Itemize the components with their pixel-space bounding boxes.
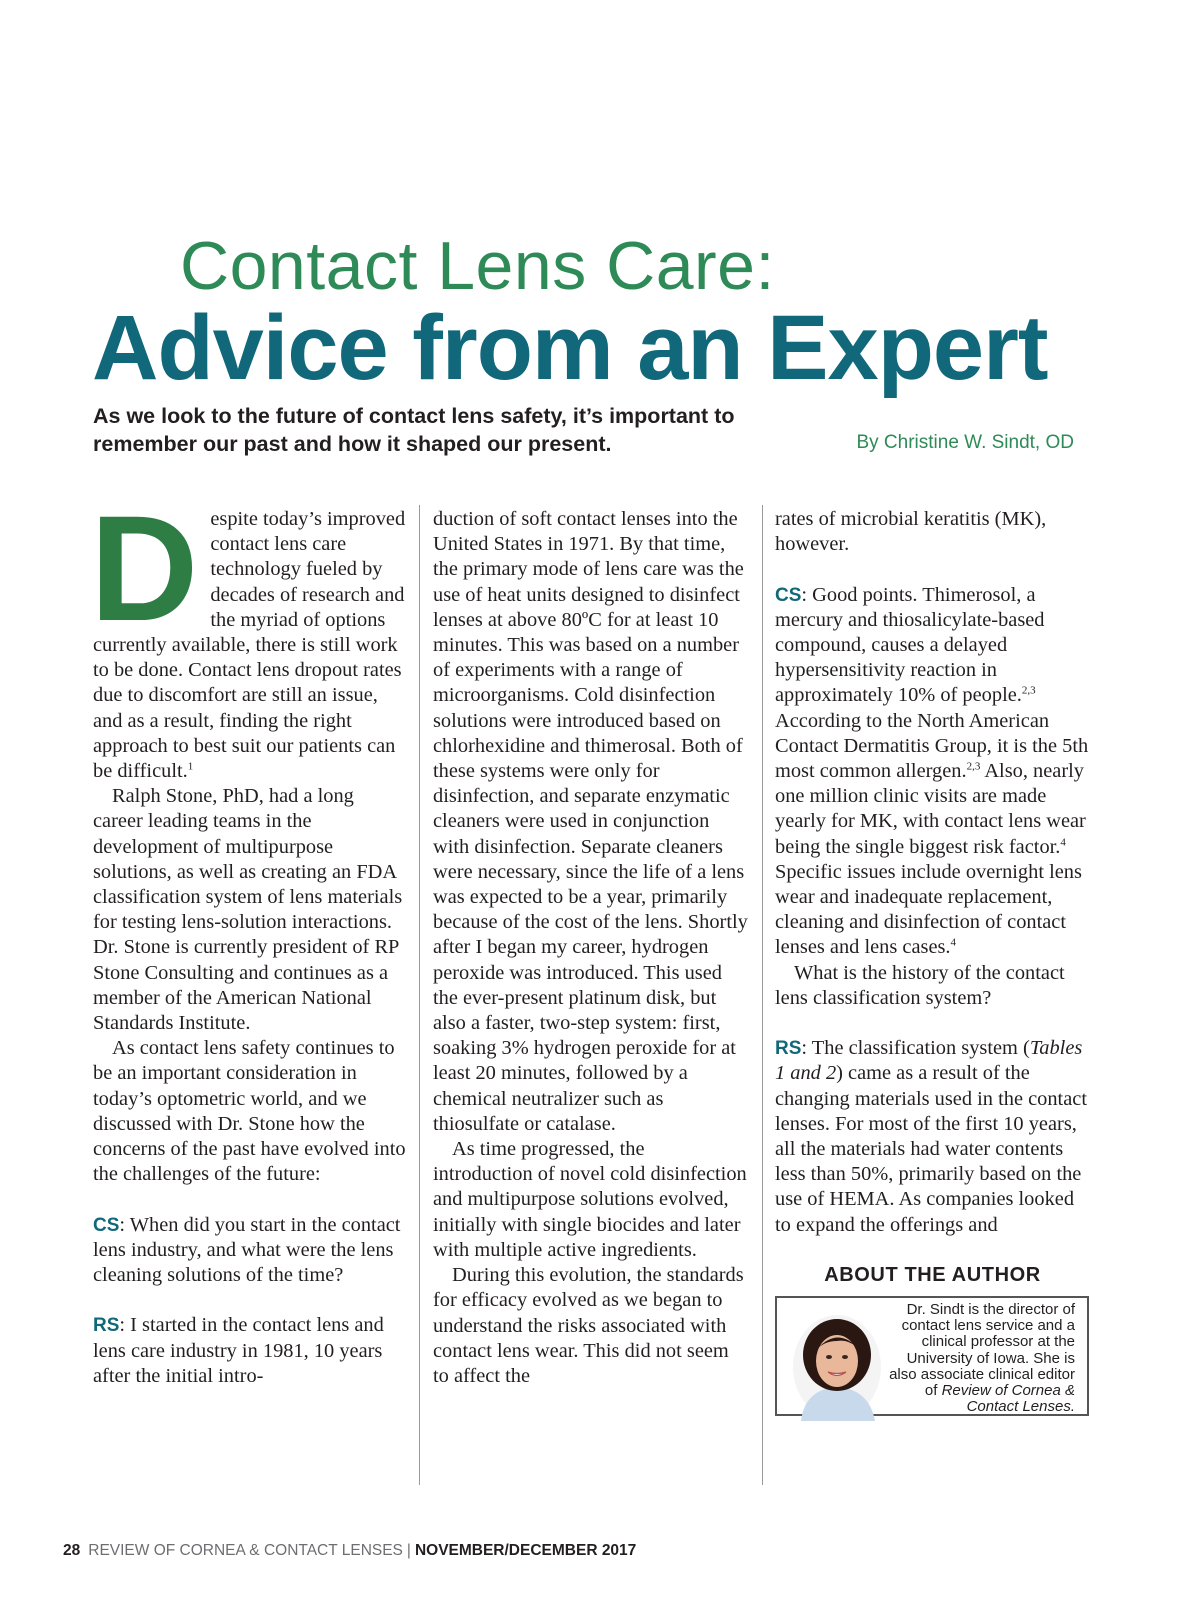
drop-cap: D bbox=[90, 484, 199, 652]
speaker-label: CS bbox=[775, 584, 802, 606]
about-author-box bbox=[775, 1296, 1089, 1416]
answer-text: : I started in the contact lens and lens care industry in 1981, 10 years after the initial intro- bbox=[93, 1314, 384, 1387]
paragraph-text: According to the North American Contact Dermatitis Group, it is the 5th most common allergen. bbox=[775, 709, 1089, 783]
paragraph-text: Specific issues include overnight lens wear and inadequate replacement, cleaning and disinfection of contact lenses and lens cases. bbox=[775, 860, 1082, 959]
paragraph: Ralph Stone, PhD, had a long career leading teams in the development of multipurpose solutions, as well as creating an FDA classification system of lens materials for testing lens-solution interactions. Dr. Stone is currently president of RP Stone Consulting and continues as a member of the American National Standards Institute. bbox=[93, 785, 403, 1035]
issue-date: NOVEMBER/DECEMBER 2017 bbox=[414, 1542, 637, 1559]
article-column-3 bbox=[775, 507, 1090, 1416]
reference-marker: 4 bbox=[950, 936, 957, 949]
table-reference: Tables 1 and 2 bbox=[775, 1037, 1083, 1085]
answer-paragraph bbox=[775, 1036, 1090, 1238]
paragraph-text: espite today’s improved contact lens care technology fueled by decades of research and the myriad of options currently available, there is still work to be done. Contact lens dropout rates due to discomfort are still an issue, and as a result, finding the right approach to best suit our patients can be difficult. bbox=[93, 508, 406, 783]
question-text: What is the history of the contact lens classification system? bbox=[775, 961, 1065, 1009]
speaker-label: CS bbox=[93, 1214, 120, 1236]
page-number: 28 bbox=[63, 1542, 81, 1559]
article-kicker: Contact Lens Care: bbox=[180, 228, 775, 304]
paragraph-text: : The classification system ( bbox=[801, 1037, 1030, 1060]
footer-separator: | bbox=[406, 1542, 411, 1559]
question-paragraph bbox=[775, 583, 1090, 961]
paragraph-text: ) came as a result of the changing materials used in the contact lenses. For most of the first 10 years, all the materials had water contents less than 50%, primarily based on the use of HEMA. As companies looked to expand the offerings and bbox=[775, 1062, 1087, 1236]
publication-title: REVIEW OF CORNEA & CONTACT LENSES bbox=[88, 1542, 403, 1559]
article-column-1 bbox=[90, 484, 406, 1389]
article-byline: By Christine W. Sindt, OD bbox=[856, 432, 1074, 453]
about-author-heading: ABOUT THE AUTHOR bbox=[824, 1263, 1041, 1286]
about-author-text bbox=[879, 1302, 1075, 1415]
question-text: : When did you start in the contact lens industry, and what were the lens cleaning solutions of the time? bbox=[93, 1213, 401, 1287]
paragraph: rates of microbial keratitis (MK), however. bbox=[775, 508, 1047, 556]
paragraph-text: Also, nearly one million clinic visits are made yearly for MK, with contact lens wear being the single biggest risk factor. bbox=[775, 760, 1086, 858]
reference-marker: 2,3 bbox=[1021, 684, 1036, 697]
about-author-bio: Dr. Sindt is the director of contact lens service and a clinical professor at the University of Iowa. She is also associate clinical editor of bbox=[889, 1301, 1075, 1400]
reference-marker: 1 bbox=[187, 760, 194, 773]
page-footer bbox=[63, 1541, 636, 1561]
article-headline: Advice from an Expert bbox=[92, 297, 1048, 399]
intro-paragraph bbox=[90, 484, 406, 784]
column-divider bbox=[762, 505, 763, 1485]
article-column-2 bbox=[433, 507, 748, 1389]
reference-marker: 2,3 bbox=[966, 760, 981, 773]
speaker-label: RS bbox=[775, 1038, 802, 1060]
paragraph: duction of soft contact lenses into the United States in 1971. By that time, the primary mode of lens care was the use of heat units designed to disinfect lenses at above 80ºC for at least 10 minutes. This was based on a number of experiments with a range of microorganisms. Cold disinfection solutions were introduced based on chlorhexidine and thimerosal. Both of these systems were only for disinfection, and separate enzymatic cleaners were used in conjunction with disinfection. Separate cleaners were necessary, since the life of a lens was expected to be a year, primarily because of the cost of the lens. Shortly after I began my career, hydrogen peroxide was introduced. This used the ever-present platinum disk, but also a faster, two-step system: first, soaking 3% hydrogen peroxide for at least 20 minutes, followed by a chemical neutralizer such as thiosulfate or catalase. bbox=[433, 508, 748, 1135]
reference-marker: 4 bbox=[1060, 835, 1066, 848]
question-paragraph bbox=[93, 1213, 406, 1289]
paragraph-text: : Good points. Thimerosol, a mercury and thiosalicylate-based compound, causes a delayed hypersensitivity reaction in approximately 10% of people. bbox=[775, 583, 1045, 707]
column-divider bbox=[419, 505, 420, 1485]
paragraph: During this evolution, the standards for efficacy evolved as we began to understand the risks associated with contact lens wear. This did not seem to affect the bbox=[433, 1264, 744, 1387]
paragraph: As time progressed, the introduction of novel cold disinfection and multipurpose solutions evolved, initially with single biocides and later with multiple active ingredients. bbox=[433, 1138, 747, 1261]
publication-name: Review of Cornea & Contact Lenses. bbox=[941, 1382, 1075, 1416]
article-deck: As we look to the future of contact lens safety, it’s important to remember our past and how it shaped our present. bbox=[93, 404, 735, 456]
speaker-label: RS bbox=[93, 1315, 120, 1337]
author-portrait bbox=[791, 1311, 883, 1423]
paragraph: As contact lens safety continues to be an important consideration in today’s optometric world, and we discussed with Dr. Stone how the concerns of the past have evolved into the challenges of the future: bbox=[93, 1037, 406, 1186]
answer-paragraph bbox=[93, 1313, 406, 1389]
